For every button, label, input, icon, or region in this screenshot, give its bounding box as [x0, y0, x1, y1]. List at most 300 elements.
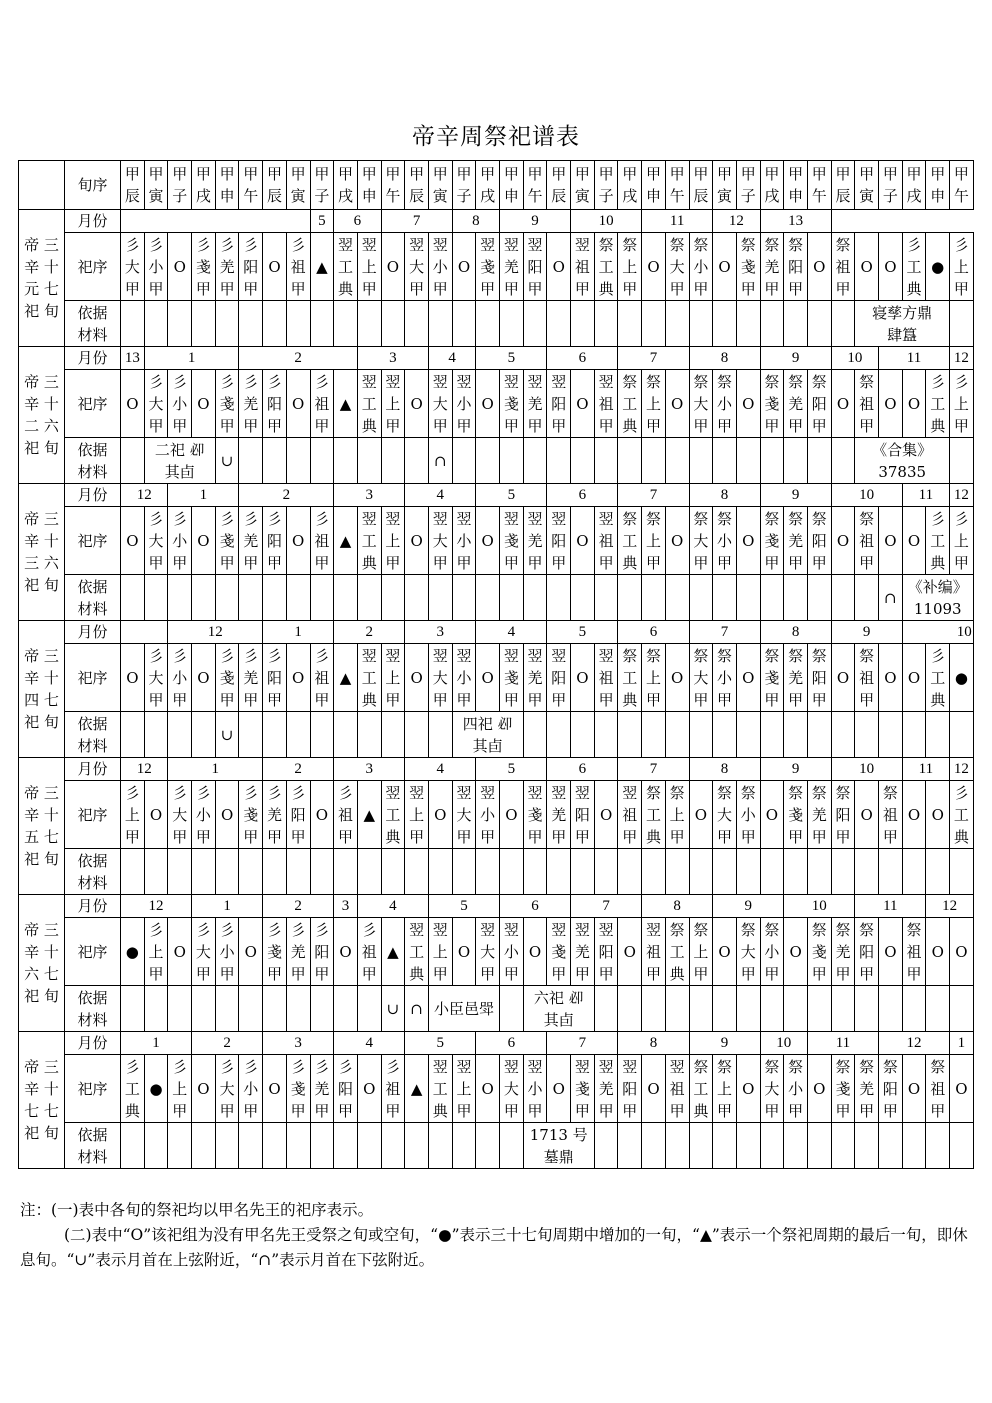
sacrifice-char: 甲: [717, 690, 733, 709]
source-cell-empty: [239, 849, 263, 895]
sacrifice-cell: [215, 507, 239, 575]
sacrifice-cell: [286, 918, 310, 986]
month-cell: 7: [618, 484, 689, 507]
sixu-row: [19, 1055, 974, 1123]
sacrifice-char: 甲: [645, 690, 661, 709]
month-cell: 12: [950, 484, 974, 507]
source-row: [19, 986, 974, 1032]
sacrifice-char: 上: [124, 805, 140, 824]
sacrifice-cell: [239, 644, 263, 712]
source-cell-empty: [263, 438, 287, 484]
sacrifice-char: 甲: [551, 553, 567, 572]
xunxu-char: 甲: [527, 165, 543, 183]
sacrifice-cell: [476, 918, 500, 986]
sacrifice-char: 祖: [645, 942, 661, 961]
source-cell-empty: [926, 986, 950, 1032]
month-cell: 4: [405, 484, 476, 507]
sacrifice-char: 大: [717, 805, 733, 824]
sacrifice-char: 甲: [338, 1101, 354, 1120]
source-cell: [452, 712, 523, 758]
source-cell-empty: [334, 1123, 358, 1169]
sacrifice-char: 翌: [361, 646, 377, 665]
sacrifice-cell: O: [476, 370, 500, 438]
sacrifice-cell: [760, 918, 784, 986]
sacrifice-char: 甲: [243, 690, 259, 709]
xunxu-char: 子: [456, 187, 472, 205]
sacrifice-char: 甲: [219, 1101, 235, 1120]
sacrifice-char: 翌: [432, 646, 448, 665]
sacrifice-char: 甲: [432, 964, 448, 983]
sacrifice-char: 工: [930, 531, 946, 550]
sacrifice-char: 甲: [645, 964, 661, 983]
sacrifice-char: 翌: [551, 372, 567, 391]
source-line: 其卣: [543, 1010, 574, 1029]
source-cell-empty: [713, 986, 737, 1032]
sacrifice-char: 甲: [740, 964, 756, 983]
sacrifice-cell: O: [807, 233, 831, 301]
source-cell-empty: [286, 712, 310, 758]
sacrifice-char: 小: [456, 531, 472, 550]
sacrifice-cell: [310, 507, 334, 575]
source-cell-empty: [855, 712, 879, 758]
sacrifice-cell: [618, 781, 642, 849]
xunxu-char: 寅: [574, 187, 590, 205]
xunxu-cell: [665, 161, 689, 210]
sacrifice-cell: O: [902, 1055, 926, 1123]
section-label: [19, 621, 65, 758]
sacrifice-cell: [144, 233, 168, 301]
sacrifice-cell: [239, 370, 263, 438]
source-cell-empty: [784, 575, 808, 621]
sacrifice-cell: O: [452, 233, 476, 301]
sacrifice-char: 彡: [953, 509, 969, 528]
xunxu-char: 甲: [266, 165, 282, 183]
sacrifice-char: 翌: [480, 235, 496, 254]
month-cell: 4: [428, 347, 475, 370]
sacrifice-char: 翌: [456, 509, 472, 528]
sacrifice-char: 典: [409, 964, 425, 983]
source-cell-empty: [926, 712, 950, 758]
source-cell-empty: [334, 301, 358, 347]
source-line: 寝孳方鼎: [872, 303, 933, 322]
month-cell: 1: [121, 1032, 192, 1055]
sacrifice-cell: [381, 507, 405, 575]
sacrifice-cell: O: [784, 918, 808, 986]
sacrifice-char: 上: [645, 394, 661, 413]
sacrifice-char: 彡: [385, 1057, 401, 1076]
sacrifice-char: 上: [693, 942, 709, 961]
source-line: 1713 号: [529, 1125, 588, 1144]
xunxu-cell: [807, 161, 831, 210]
sacrifice-char: 彡: [148, 920, 164, 939]
xunxu-cell: [381, 161, 405, 210]
source-cell-empty: [476, 849, 500, 895]
source-cell-empty: [736, 438, 760, 484]
sacrifice-char: 甲: [219, 279, 235, 298]
sacrifice-cell: O: [476, 507, 500, 575]
sacrifice-char: 大: [148, 668, 164, 687]
sacrifice-char: 戔: [480, 257, 496, 276]
sacrifice-char: 彡: [290, 235, 306, 254]
month-row: [19, 621, 974, 644]
sacrifice-char: 翌: [574, 235, 590, 254]
xunxu-char: 甲: [764, 165, 780, 183]
sacrifice-char: 工: [432, 1079, 448, 1098]
source-cell-empty: [239, 301, 263, 347]
xunxu-char: 戌: [195, 187, 211, 205]
sacrifice-cell: [594, 507, 618, 575]
month-cell: 6: [476, 1032, 547, 1055]
sacrifice-char: 翌: [574, 920, 590, 939]
month-cell: 11: [807, 1032, 878, 1055]
source-cell-empty: [950, 849, 974, 895]
xunxu-char: 甲: [645, 165, 661, 183]
sacrifice-cell: ▲: [310, 233, 334, 301]
month-row: [19, 758, 974, 781]
sacrifice-cell: O: [642, 233, 666, 301]
section-label-line: 祀 旬: [24, 576, 59, 594]
sacrifice-char: 工: [693, 1079, 709, 1098]
sacrifice-char: 阳: [811, 394, 827, 413]
section-label: [19, 758, 65, 895]
sacrifice-char: 上: [622, 257, 638, 276]
xunxu-cell: [879, 161, 903, 210]
sacrifice-char: 彡: [219, 509, 235, 528]
xunxu-cell: [594, 161, 618, 210]
month-cell: 1: [950, 1032, 974, 1055]
source-cell-empty: [310, 712, 334, 758]
sacrifice-char: 甲: [811, 416, 827, 435]
sacrifice-cell: [500, 370, 524, 438]
month-cell: 12: [168, 621, 263, 644]
yiju-label: [65, 849, 121, 895]
sacrifice-cell: [168, 507, 192, 575]
sacrifice-char: 祭: [811, 372, 827, 391]
xunxu-cell: [736, 161, 760, 210]
sacrifice-cell: O: [736, 644, 760, 712]
source-cell-empty: [476, 438, 500, 484]
source-cell-empty: [950, 712, 974, 758]
sacrifice-char: 甲: [456, 553, 472, 572]
xunxu-char: 甲: [811, 165, 827, 183]
sacrifice-cell: O: [286, 370, 310, 438]
sacrifice-char: 戔: [195, 257, 211, 276]
sacrifice-cell: [144, 507, 168, 575]
source-cell-empty: [428, 301, 452, 347]
sacrifice-char: 甲: [811, 964, 827, 983]
xunxu-cell: [192, 161, 216, 210]
sacrifice-char: 甲: [788, 279, 804, 298]
xunxu-char: 申: [503, 187, 519, 205]
month-cell: 13: [760, 210, 831, 233]
month-cell: 4: [405, 758, 476, 781]
sacrifice-char: 小: [172, 531, 188, 550]
section-label-line: 七 七: [24, 1102, 59, 1120]
sacrifice-char: 甲: [290, 964, 306, 983]
sacrifice-char: 祭: [669, 920, 685, 939]
sacrifice-char: 典: [645, 827, 661, 846]
sacrifice-cell: [855, 370, 879, 438]
month-cell: 2: [239, 484, 334, 507]
sacrifice-cell: [736, 918, 760, 986]
yiju-label: [65, 986, 121, 1032]
sacrifice-char: 羌: [503, 257, 519, 276]
sacrifice-cell: [500, 918, 524, 986]
month-cell: 6: [618, 621, 689, 644]
xunxu-cell: [547, 161, 571, 210]
yuefen-label: 月份: [65, 347, 121, 370]
source-cell-empty: [286, 575, 310, 621]
source-cell-empty: [215, 986, 239, 1032]
source-cell-empty: [452, 575, 476, 621]
sacrifice-char: 戔: [764, 531, 780, 550]
sacrifice-char: 工: [385, 805, 401, 824]
sacrifice-cell: [807, 370, 831, 438]
sacrifice-char: 甲: [788, 690, 804, 709]
page-title: 帝辛周祭祀谱表: [412, 124, 580, 150]
source-cell-empty: [121, 575, 145, 621]
xunxu-cell: [121, 161, 145, 210]
sacrifice-cell: [121, 1055, 145, 1123]
section-label-line: 帝 三: [24, 1058, 59, 1076]
sacrifice-char: 大: [148, 394, 164, 413]
sacrifice-char: 祭: [764, 372, 780, 391]
sacrifice-char: 甲: [764, 1101, 780, 1120]
sacrifice-char: 甲: [527, 1101, 543, 1120]
month-cell: [121, 210, 311, 233]
source-cell-empty: [500, 849, 524, 895]
source-cell-empty: [784, 849, 808, 895]
month-cell: 7: [381, 210, 452, 233]
sacrifice-char: 大: [195, 942, 211, 961]
sacrifice-char: 甲: [527, 279, 543, 298]
sacrifice-cell: [831, 918, 855, 986]
sacrifice-char: 彡: [124, 1057, 140, 1076]
section-label-line: 辛 十: [24, 669, 59, 687]
sacrifice-char: 甲: [764, 690, 780, 709]
xunxu-char: 甲: [361, 165, 377, 183]
sacrifice-cell: [902, 233, 926, 301]
sacrifice-char: 阳: [788, 257, 804, 276]
sixu-label: 祀序: [65, 507, 121, 575]
sacrifice-cell: [713, 644, 737, 712]
source-cell-empty: [831, 301, 855, 347]
section-label-line: 祀 旬: [24, 850, 59, 868]
sacrifice-char: 甲: [930, 1101, 946, 1120]
sacrifice-char: 甲: [195, 964, 211, 983]
month-cell: 3: [334, 895, 358, 918]
xunxu-char: 午: [243, 187, 259, 205]
source-cell-empty: [831, 849, 855, 895]
sacrifice-char: 翌: [480, 920, 496, 939]
sacrifice-char: 工: [124, 1079, 140, 1098]
source-cell-empty: [381, 575, 405, 621]
xunxu-char: 甲: [480, 165, 496, 183]
source-cell-empty: [879, 849, 903, 895]
sacrifice-cell: O: [665, 644, 689, 712]
month-cell: 4: [334, 1032, 405, 1055]
sacrifice-cell: O: [144, 781, 168, 849]
source-cell-empty: [523, 301, 547, 347]
sacrifice-char: 阳: [598, 942, 614, 961]
month-cell: 7: [689, 621, 760, 644]
sacrifice-cell: [642, 644, 666, 712]
sacrifice-char: 甲: [740, 279, 756, 298]
source-cell-empty: [571, 712, 595, 758]
sacrifice-char: 翌: [503, 509, 519, 528]
sacrifice-char: 祭: [764, 509, 780, 528]
source-cell-empty: [950, 301, 974, 347]
xunxu-char: 申: [788, 187, 804, 205]
sacrifice-char: 祭: [645, 646, 661, 665]
sacrifice-char: 典: [622, 690, 638, 709]
xunxu-cell: [689, 161, 713, 210]
sacrifice-char: 祭: [835, 1057, 851, 1076]
sacrifice-cell: O: [121, 507, 145, 575]
sacrifice-char: 翌: [361, 235, 377, 254]
sacrifice-char: 祭: [693, 1057, 709, 1076]
xunxu-cell: [357, 161, 381, 210]
sacrifice-char: 祖: [314, 668, 330, 687]
sacrifice-cell: [144, 918, 168, 986]
sacrifice-cell: [950, 781, 974, 849]
sacrifice-char: 大: [124, 257, 140, 276]
sacrifice-cell: [784, 644, 808, 712]
source-cell-empty: [500, 986, 524, 1032]
sacrifice-cell: [239, 507, 263, 575]
section-label-line: 帝 三: [24, 647, 59, 665]
source-cell-empty: [357, 712, 381, 758]
sacrifice-cell: O: [192, 644, 216, 712]
sacrifice-char: 甲: [764, 964, 780, 983]
source-cell-empty: [831, 575, 855, 621]
xunxu-cell: [476, 161, 500, 210]
source-cell-empty: [618, 438, 642, 484]
month-cell: 11: [902, 758, 949, 781]
sacrifice-char: 祭: [788, 783, 804, 802]
source-cell-empty: [428, 1123, 452, 1169]
sacrifice-char: 羌: [788, 531, 804, 550]
sacrifice-cell: [215, 1055, 239, 1123]
sacrifice-cell: [357, 644, 381, 712]
month-cell: 11: [642, 210, 713, 233]
section-label: [19, 1032, 65, 1169]
sacrifice-char: 彡: [148, 509, 164, 528]
sacrifice-char: 翌: [456, 1057, 472, 1076]
month-cell: 10: [571, 210, 642, 233]
sacrifice-cell: [642, 370, 666, 438]
sacrifice-cell: [926, 370, 950, 438]
xunxu-char: 甲: [409, 165, 425, 183]
sacrifice-cell: [168, 644, 192, 712]
section-label-line: 六 七: [24, 965, 59, 983]
source-cell-empty: [405, 438, 429, 484]
sacrifice-char: 甲: [266, 553, 282, 572]
sacrifice-char: 彡: [930, 509, 946, 528]
sacrifice-char: 翌: [409, 920, 425, 939]
source-cell-empty: [168, 712, 192, 758]
month-cell: 6: [500, 895, 571, 918]
sacrifice-char: 祭: [788, 646, 804, 665]
sacrifice-char: 甲: [243, 827, 259, 846]
sacrifice-char: 彡: [219, 646, 235, 665]
sacrifice-cell: [500, 644, 524, 712]
source-cell-empty: [855, 1123, 879, 1169]
month-cell: 3: [405, 621, 476, 644]
sacrifice-cell: [736, 233, 760, 301]
sacrifice-cell: O: [428, 781, 452, 849]
source-cell-empty: [405, 849, 429, 895]
sacrifice-char: 祭: [717, 646, 733, 665]
sacrifice-cell: [144, 370, 168, 438]
sacrifice-cell: O: [807, 1055, 831, 1123]
sacrifice-char: 甲: [859, 553, 875, 572]
source-cell-empty: [665, 438, 689, 484]
sacrifice-char: 阳: [859, 942, 875, 961]
sacrifice-char: 阳: [835, 805, 851, 824]
xunxu-char: 甲: [243, 165, 259, 183]
sacrifice-char: 翌: [598, 372, 614, 391]
xunxu-char: 甲: [124, 165, 140, 183]
source-cell-empty: [428, 575, 452, 621]
month-cell: 12: [926, 895, 973, 918]
sacrifice-char: 彡: [314, 646, 330, 665]
source-line: 37835: [878, 462, 927, 481]
sacrifice-char: 典: [953, 827, 969, 846]
sacrifice-char: 翌: [338, 235, 354, 254]
month-cell: 6: [547, 758, 618, 781]
sacrifice-cell: O: [571, 644, 595, 712]
sacrifice-cell: O: [736, 507, 760, 575]
sacrifice-cell: [192, 233, 216, 301]
source-line: 《合集》: [872, 440, 933, 459]
source-cell-empty: [144, 986, 168, 1032]
month-cell: 9: [760, 758, 831, 781]
source-cell-empty: [381, 301, 405, 347]
sacrifice-cell: [665, 233, 689, 301]
sacrifice-char: 羌: [551, 805, 567, 824]
sacrifice-char: 大: [148, 531, 164, 550]
yuefen-label: 月份: [65, 895, 121, 918]
sacrifice-char: 翌: [503, 372, 519, 391]
xunxu-char: 午: [811, 187, 827, 205]
sacrifice-char: 翌: [622, 783, 638, 802]
sacrifice-cell: [807, 507, 831, 575]
sacrifice-cell: O: [855, 233, 879, 301]
sacrifice-char: 祖: [598, 394, 614, 413]
xunxu-char: 辰: [409, 187, 425, 205]
sacrifice-cell: O: [168, 233, 192, 301]
sacrifice-char: 戔: [835, 1079, 851, 1098]
note-2: (二)表中“O”该祀组为没有甲名先王受祭之旬或空旬，“●”表示三十七旬周期中增加的一旬，“▲”表示一个祭祀周期的最后一旬，即休息旬。“∪”表示月首在上弦附近，“∩”表示月首在下弦附近。: [20, 1226, 968, 1269]
source-cell-empty: [168, 575, 192, 621]
sacrifice-char: 祭: [717, 1057, 733, 1076]
sacrifice-cell: O: [902, 644, 926, 712]
yiju-label-line: 材料: [77, 873, 108, 892]
sacrifice-char: 甲: [598, 553, 614, 572]
sacrifice-char: 祭: [740, 920, 756, 939]
sacrifice-char: 甲: [527, 553, 543, 572]
source-cell-empty: [476, 1123, 500, 1169]
source-cell-empty: [192, 575, 216, 621]
sacrifice-cell: [618, 1055, 642, 1123]
month-cell: 9: [689, 1032, 760, 1055]
source-cell-empty: [760, 1123, 784, 1169]
xunxu-char: 寅: [859, 187, 875, 205]
month-cell: 1: [144, 347, 239, 370]
sacrifice-char: 翌: [385, 783, 401, 802]
sacrifice-char: 工: [598, 257, 614, 276]
